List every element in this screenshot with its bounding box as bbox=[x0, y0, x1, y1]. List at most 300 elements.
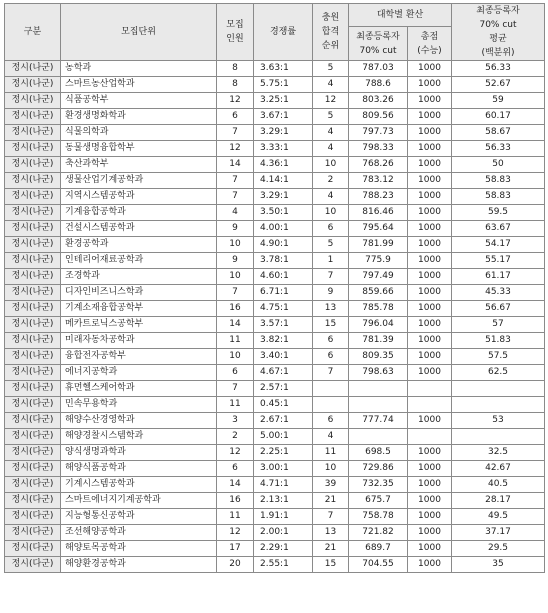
cell-total: 1000 bbox=[408, 173, 452, 189]
cell-total: 1000 bbox=[408, 317, 452, 333]
table-row bbox=[5, 509, 545, 525]
cell-cut70: 781.99 bbox=[349, 237, 408, 253]
cell-unit: 해양경찰시스템학과 bbox=[61, 429, 217, 445]
cell-track: 정시(나군) bbox=[5, 317, 61, 333]
cell-cut70: 803.26 bbox=[349, 93, 408, 109]
cell-cut70: 689.7 bbox=[349, 541, 408, 557]
cell-cut70: 809.35 bbox=[349, 349, 408, 365]
cell-total: 1000 bbox=[408, 509, 452, 525]
cell-ratio: 3.57:1 bbox=[254, 317, 313, 333]
table-row bbox=[5, 109, 545, 125]
cell-unit: 해양토목공학과 bbox=[61, 541, 217, 557]
cell-quota: 10 bbox=[217, 237, 254, 253]
cell-total: 1000 bbox=[408, 157, 452, 173]
table-row bbox=[5, 285, 545, 301]
table-header bbox=[5, 4, 545, 61]
cell-cut70: 795.64 bbox=[349, 221, 408, 237]
cell-track: 정시(나군) bbox=[5, 61, 61, 77]
cell-cut70: 816.46 bbox=[349, 205, 408, 221]
cell-unit: 조선해양공학과 bbox=[61, 525, 217, 541]
cell-total: 1000 bbox=[408, 285, 452, 301]
cell-ratio: 4.67:1 bbox=[254, 365, 313, 381]
cell-ratio: 3.29:1 bbox=[254, 189, 313, 205]
cell-ratio: 3.50:1 bbox=[254, 205, 313, 221]
cell-ratio: 6.71:1 bbox=[254, 285, 313, 301]
cell-cut70: 729.86 bbox=[349, 461, 408, 477]
cell-ratio: 3.67:1 bbox=[254, 109, 313, 125]
cell-quota: 16 bbox=[217, 493, 254, 509]
cell-total: 1000 bbox=[408, 221, 452, 237]
cell-total: 1000 bbox=[408, 93, 452, 109]
cell-total: 1000 bbox=[408, 189, 452, 205]
cell-unit: 환경공학과 bbox=[61, 237, 217, 253]
cell-waitlist: 4 bbox=[313, 125, 349, 141]
table-row bbox=[5, 429, 545, 445]
header-pct-line3: 평균 bbox=[489, 34, 507, 44]
cell-percentile: 60.17 bbox=[452, 109, 545, 125]
cell-cut70: 787.03 bbox=[349, 61, 408, 77]
cell-cut70 bbox=[349, 429, 408, 445]
cell-total: 1000 bbox=[408, 205, 452, 221]
table-row bbox=[5, 253, 545, 269]
cell-cut70: 704.55 bbox=[349, 557, 408, 573]
cell-ratio: 4.75:1 bbox=[254, 301, 313, 317]
cell-track: 정시(다군) bbox=[5, 477, 61, 493]
cell-track: 정시(나군) bbox=[5, 109, 61, 125]
cell-waitlist: 5 bbox=[313, 109, 349, 125]
cell-cut70: 768.26 bbox=[349, 157, 408, 173]
cell-quota: 8 bbox=[217, 61, 254, 77]
cell-percentile: 56.67 bbox=[452, 301, 545, 317]
cell-waitlist: 7 bbox=[313, 365, 349, 381]
cell-percentile bbox=[452, 381, 545, 397]
cell-percentile: 35 bbox=[452, 557, 545, 573]
cell-track: 정시(나군) bbox=[5, 157, 61, 173]
table-row bbox=[5, 397, 545, 413]
cell-ratio: 4.14:1 bbox=[254, 173, 313, 189]
cell-percentile: 45.33 bbox=[452, 285, 545, 301]
table-row bbox=[5, 189, 545, 205]
cell-total: 1000 bbox=[408, 477, 452, 493]
header-waitlist-line1: 충원 bbox=[321, 13, 340, 23]
cell-percentile bbox=[452, 397, 545, 413]
header-waitlist-line3: 순위 bbox=[321, 41, 340, 51]
cell-unit: 해양환경공학과 bbox=[61, 557, 217, 573]
cell-total: 1000 bbox=[408, 109, 452, 125]
cell-waitlist: 5 bbox=[313, 237, 349, 253]
table-row bbox=[5, 349, 545, 365]
cell-percentile: 59.5 bbox=[452, 205, 545, 221]
cell-percentile: 55.17 bbox=[452, 253, 545, 269]
cell-ratio: 3.33:1 bbox=[254, 141, 313, 157]
cell-percentile: 52.67 bbox=[452, 77, 545, 93]
cell-percentile: 57 bbox=[452, 317, 545, 333]
cell-percentile: 40.5 bbox=[452, 477, 545, 493]
header-total-line2: (수능) bbox=[417, 45, 442, 56]
cell-ratio: 2.57:1 bbox=[254, 381, 313, 397]
table-row bbox=[5, 237, 545, 253]
cell-percentile: 57.5 bbox=[452, 349, 545, 365]
cell-waitlist: 4 bbox=[313, 77, 349, 93]
header-ratio: 경쟁률 bbox=[254, 4, 313, 61]
header-univ-conv: 대학별 환산 bbox=[349, 4, 452, 27]
cell-quota: 12 bbox=[217, 445, 254, 461]
cell-track: 정시(다군) bbox=[5, 445, 61, 461]
cell-percentile: 56.33 bbox=[452, 141, 545, 157]
header-unit: 모집단위 bbox=[61, 4, 217, 61]
cell-track: 정시(나군) bbox=[5, 221, 61, 237]
cell-cut70: 788.23 bbox=[349, 189, 408, 205]
cell-quota: 4 bbox=[217, 205, 254, 221]
cell-unit: 휴먼헬스케어학과 bbox=[61, 381, 217, 397]
cell-quota: 12 bbox=[217, 525, 254, 541]
cell-cut70: 797.73 bbox=[349, 125, 408, 141]
cell-track: 정시(다군) bbox=[5, 397, 61, 413]
cell-ratio: 4.90:1 bbox=[254, 237, 313, 253]
cell-unit: 환경생명화학과 bbox=[61, 109, 217, 125]
cell-total: 1000 bbox=[408, 541, 452, 557]
cell-waitlist: 10 bbox=[313, 461, 349, 477]
cell-waitlist: 4 bbox=[313, 189, 349, 205]
cell-quota: 11 bbox=[217, 333, 254, 349]
cell-ratio: 2.29:1 bbox=[254, 541, 313, 557]
cell-waitlist: 2 bbox=[313, 173, 349, 189]
cell-percentile: 62.5 bbox=[452, 365, 545, 381]
cell-quota: 6 bbox=[217, 109, 254, 125]
cell-unit: 기계소재융합공학부 bbox=[61, 301, 217, 317]
cell-total: 1000 bbox=[408, 301, 452, 317]
header-waitlist bbox=[313, 4, 349, 61]
cell-cut70: 698.5 bbox=[349, 445, 408, 461]
cell-waitlist: 9 bbox=[313, 285, 349, 301]
cell-percentile: 28.17 bbox=[452, 493, 545, 509]
cell-cut70: 796.04 bbox=[349, 317, 408, 333]
cell-percentile: 63.67 bbox=[452, 221, 545, 237]
cell-total: 1000 bbox=[408, 269, 452, 285]
cell-track: 정시(나군) bbox=[5, 301, 61, 317]
cell-percentile: 32.5 bbox=[452, 445, 545, 461]
cell-track: 정시(나군) bbox=[5, 285, 61, 301]
cell-waitlist: 21 bbox=[313, 541, 349, 557]
cell-unit: 양식생명과학과 bbox=[61, 445, 217, 461]
cell-ratio: 2.55:1 bbox=[254, 557, 313, 573]
cell-quota: 12 bbox=[217, 141, 254, 157]
table-row bbox=[5, 413, 545, 429]
cell-quota: 20 bbox=[217, 557, 254, 573]
cell-track: 정시(나군) bbox=[5, 333, 61, 349]
cell-track: 정시(나군) bbox=[5, 173, 61, 189]
cell-quota: 7 bbox=[217, 285, 254, 301]
cell-cut70 bbox=[349, 397, 408, 413]
table-row bbox=[5, 141, 545, 157]
cell-waitlist: 6 bbox=[313, 221, 349, 237]
cell-quota: 6 bbox=[217, 461, 254, 477]
cell-cut70: 721.82 bbox=[349, 525, 408, 541]
table-row bbox=[5, 301, 545, 317]
cell-total: 1000 bbox=[408, 125, 452, 141]
cell-percentile: 61.17 bbox=[452, 269, 545, 285]
cell-percentile: 42.67 bbox=[452, 461, 545, 477]
cell-total: 1000 bbox=[408, 77, 452, 93]
cell-ratio: 4.71:1 bbox=[254, 477, 313, 493]
table-row bbox=[5, 445, 545, 461]
table-row bbox=[5, 93, 545, 109]
cell-unit: 동물생명융합학부 bbox=[61, 141, 217, 157]
cell-ratio: 4.36:1 bbox=[254, 157, 313, 173]
cell-waitlist: 6 bbox=[313, 333, 349, 349]
cell-cut70: 809.56 bbox=[349, 109, 408, 125]
table-row bbox=[5, 157, 545, 173]
table-row bbox=[5, 173, 545, 189]
cell-quota: 9 bbox=[217, 221, 254, 237]
cell-unit: 융합전자공학부 bbox=[61, 349, 217, 365]
cell-track: 정시(다군) bbox=[5, 413, 61, 429]
table-row bbox=[5, 525, 545, 541]
cell-waitlist: 5 bbox=[313, 61, 349, 77]
cell-track: 정시(다군) bbox=[5, 461, 61, 477]
table-row bbox=[5, 125, 545, 141]
cell-cut70: 859.66 bbox=[349, 285, 408, 301]
table-row bbox=[5, 365, 545, 381]
cell-unit: 농학과 bbox=[61, 61, 217, 77]
cell-total: 1000 bbox=[408, 493, 452, 509]
table-body bbox=[5, 61, 545, 573]
cell-unit: 스마트에너지기계공학과 bbox=[61, 493, 217, 509]
cell-waitlist: 10 bbox=[313, 205, 349, 221]
cell-percentile: 54.17 bbox=[452, 237, 545, 253]
cell-quota: 16 bbox=[217, 301, 254, 317]
cell-quota: 7 bbox=[217, 125, 254, 141]
header-quota-line1: 모집 bbox=[226, 20, 244, 30]
table-row bbox=[5, 477, 545, 493]
cell-percentile: 49.5 bbox=[452, 509, 545, 525]
cell-total: 1000 bbox=[408, 333, 452, 349]
table-row bbox=[5, 221, 545, 237]
cell-quota: 7 bbox=[217, 173, 254, 189]
cell-unit: 해양수산경영학과 bbox=[61, 413, 217, 429]
cell-waitlist: 7 bbox=[313, 509, 349, 525]
table-row bbox=[5, 557, 545, 573]
cell-total: 1000 bbox=[408, 365, 452, 381]
cell-waitlist: 21 bbox=[313, 493, 349, 509]
cell-cut70: 783.12 bbox=[349, 173, 408, 189]
cell-track: 정시(나군) bbox=[5, 93, 61, 109]
cell-percentile: 37.17 bbox=[452, 525, 545, 541]
cell-waitlist: 13 bbox=[313, 525, 349, 541]
cell-ratio: 4.60:1 bbox=[254, 269, 313, 285]
cell-track: 정시(나군) bbox=[5, 253, 61, 269]
cell-quota: 3 bbox=[217, 413, 254, 429]
cell-quota: 11 bbox=[217, 509, 254, 525]
cell-waitlist: 4 bbox=[313, 141, 349, 157]
cell-ratio: 4.00:1 bbox=[254, 221, 313, 237]
cell-percentile: 59 bbox=[452, 93, 545, 109]
cell-waitlist: 10 bbox=[313, 157, 349, 173]
cell-waitlist: 13 bbox=[313, 301, 349, 317]
cell-ratio: 2.25:1 bbox=[254, 445, 313, 461]
cell-track: 정시(나군) bbox=[5, 205, 61, 221]
cell-quota: 14 bbox=[217, 157, 254, 173]
cell-track: 정시(나군) bbox=[5, 189, 61, 205]
cell-cut70: 732.35 bbox=[349, 477, 408, 493]
cell-quota: 17 bbox=[217, 541, 254, 557]
cell-ratio: 3.25:1 bbox=[254, 93, 313, 109]
cell-total: 1000 bbox=[408, 141, 452, 157]
cell-ratio: 1.91:1 bbox=[254, 509, 313, 525]
cell-total bbox=[408, 429, 452, 445]
table-row bbox=[5, 317, 545, 333]
cell-ratio: 3.40:1 bbox=[254, 349, 313, 365]
header-quota-line2: 인원 bbox=[226, 34, 244, 44]
cell-waitlist: 15 bbox=[313, 317, 349, 333]
cell-cut70: 798.63 bbox=[349, 365, 408, 381]
cell-total: 1000 bbox=[408, 525, 452, 541]
cell-unit: 스마트농산업학과 bbox=[61, 77, 217, 93]
cell-waitlist: 12 bbox=[313, 93, 349, 109]
cell-unit: 축산과학부 bbox=[61, 157, 217, 173]
cell-percentile: 58.83 bbox=[452, 173, 545, 189]
cell-track: 정시(나군) bbox=[5, 269, 61, 285]
admissions-table-container bbox=[4, 3, 545, 573]
cell-waitlist: 11 bbox=[313, 445, 349, 461]
header-cut70-line2: 70% cut bbox=[359, 45, 397, 56]
cell-quota: 8 bbox=[217, 77, 254, 93]
table-row bbox=[5, 205, 545, 221]
cell-waitlist: 15 bbox=[313, 557, 349, 573]
cell-track: 정시(나군) bbox=[5, 141, 61, 157]
cell-quota: 7 bbox=[217, 189, 254, 205]
cell-ratio: 5.75:1 bbox=[254, 77, 313, 93]
header-pct-line1: 최종등록자 bbox=[476, 6, 520, 16]
cell-waitlist bbox=[313, 397, 349, 413]
cell-quota: 6 bbox=[217, 365, 254, 381]
cell-ratio: 2.67:1 bbox=[254, 413, 313, 429]
table-row bbox=[5, 269, 545, 285]
cell-unit: 미래자동차공학과 bbox=[61, 333, 217, 349]
admissions-table bbox=[4, 3, 545, 573]
cell-unit: 건설시스템공학과 bbox=[61, 221, 217, 237]
table-row bbox=[5, 381, 545, 397]
header-cut70 bbox=[349, 27, 408, 61]
cell-cut70: 777.74 bbox=[349, 413, 408, 429]
cell-quota: 14 bbox=[217, 477, 254, 493]
cell-track: 정시(나군) bbox=[5, 365, 61, 381]
cell-unit: 식품공학부 bbox=[61, 93, 217, 109]
cell-ratio: 3.00:1 bbox=[254, 461, 313, 477]
cell-ratio: 5.00:1 bbox=[254, 429, 313, 445]
cell-percentile: 51.83 bbox=[452, 333, 545, 349]
cell-quota: 14 bbox=[217, 317, 254, 333]
cell-percentile: 50 bbox=[452, 157, 545, 173]
table-row bbox=[5, 461, 545, 477]
cell-quota: 12 bbox=[217, 93, 254, 109]
cell-unit: 조경학과 bbox=[61, 269, 217, 285]
header-total bbox=[408, 27, 452, 61]
cell-total: 1000 bbox=[408, 445, 452, 461]
cell-track: 정시(다군) bbox=[5, 493, 61, 509]
cell-ratio: 2.13:1 bbox=[254, 493, 313, 509]
cell-cut70: 798.33 bbox=[349, 141, 408, 157]
cell-total: 1000 bbox=[408, 413, 452, 429]
cell-unit: 디자인비즈니스학과 bbox=[61, 285, 217, 301]
cell-unit: 기계시스템공학과 bbox=[61, 477, 217, 493]
header-waitlist-line2: 합격 bbox=[321, 27, 340, 37]
cell-track: 정시(다군) bbox=[5, 557, 61, 573]
cell-unit: 메카트로닉스공학부 bbox=[61, 317, 217, 333]
cell-track: 정시(나군) bbox=[5, 77, 61, 93]
cell-unit: 기계융합공학과 bbox=[61, 205, 217, 221]
cell-quota: 10 bbox=[217, 349, 254, 365]
cell-ratio: 0.45:1 bbox=[254, 397, 313, 413]
table-row bbox=[5, 77, 545, 93]
cell-ratio: 3.29:1 bbox=[254, 125, 313, 141]
cell-track: 정시(다군) bbox=[5, 429, 61, 445]
cell-ratio: 3.63:1 bbox=[254, 61, 313, 77]
cell-ratio: 2.00:1 bbox=[254, 525, 313, 541]
cell-percentile: 56.33 bbox=[452, 61, 545, 77]
cell-total: 1000 bbox=[408, 237, 452, 253]
cell-quota: 9 bbox=[217, 253, 254, 269]
table-row bbox=[5, 333, 545, 349]
cell-cut70: 781.39 bbox=[349, 333, 408, 349]
cell-cut70: 788.6 bbox=[349, 77, 408, 93]
cell-track: 정시(다군) bbox=[5, 541, 61, 557]
table-row bbox=[5, 541, 545, 557]
cell-waitlist bbox=[313, 381, 349, 397]
cell-track: 정시(나군) bbox=[5, 237, 61, 253]
cell-total: 1000 bbox=[408, 349, 452, 365]
cell-quota: 7 bbox=[217, 381, 254, 397]
table-row bbox=[5, 493, 545, 509]
cell-total bbox=[408, 397, 452, 413]
header-cut70-line1: 최종등록자 bbox=[356, 31, 400, 42]
cell-unit: 에너지공학과 bbox=[61, 365, 217, 381]
cell-ratio: 3.78:1 bbox=[254, 253, 313, 269]
cell-total bbox=[408, 381, 452, 397]
header-pct-line2: 70% cut bbox=[479, 20, 517, 30]
cell-quota: 2 bbox=[217, 429, 254, 445]
cell-waitlist: 7 bbox=[313, 269, 349, 285]
cell-quota: 11 bbox=[217, 397, 254, 413]
cell-percentile bbox=[452, 429, 545, 445]
cell-unit: 해양식품공학과 bbox=[61, 461, 217, 477]
cell-percentile: 58.83 bbox=[452, 189, 545, 205]
cell-percentile: 29.5 bbox=[452, 541, 545, 557]
cell-cut70 bbox=[349, 381, 408, 397]
cell-unit: 민속무용학과 bbox=[61, 397, 217, 413]
cell-track: 정시(다군) bbox=[5, 509, 61, 525]
cell-unit: 인테리어재료공학과 bbox=[61, 253, 217, 269]
cell-percentile: 58.67 bbox=[452, 125, 545, 141]
cell-cut70: 797.49 bbox=[349, 269, 408, 285]
header-total-line1: 총점 bbox=[420, 31, 439, 42]
cell-waitlist: 6 bbox=[313, 413, 349, 429]
cell-waitlist: 6 bbox=[313, 349, 349, 365]
table-row bbox=[5, 61, 545, 77]
header-quota bbox=[217, 4, 254, 61]
cell-cut70: 675.7 bbox=[349, 493, 408, 509]
cell-unit: 생물산업기계공학과 bbox=[61, 173, 217, 189]
cell-track: 정시(나군) bbox=[5, 349, 61, 365]
cell-track: 정시(다군) bbox=[5, 525, 61, 541]
cell-track: 정시(나군) bbox=[5, 125, 61, 141]
cell-cut70: 785.78 bbox=[349, 301, 408, 317]
header-track: 구분 bbox=[5, 4, 61, 61]
cell-total: 1000 bbox=[408, 557, 452, 573]
cell-total: 1000 bbox=[408, 61, 452, 77]
cell-cut70: 775.9 bbox=[349, 253, 408, 269]
cell-waitlist: 4 bbox=[313, 429, 349, 445]
